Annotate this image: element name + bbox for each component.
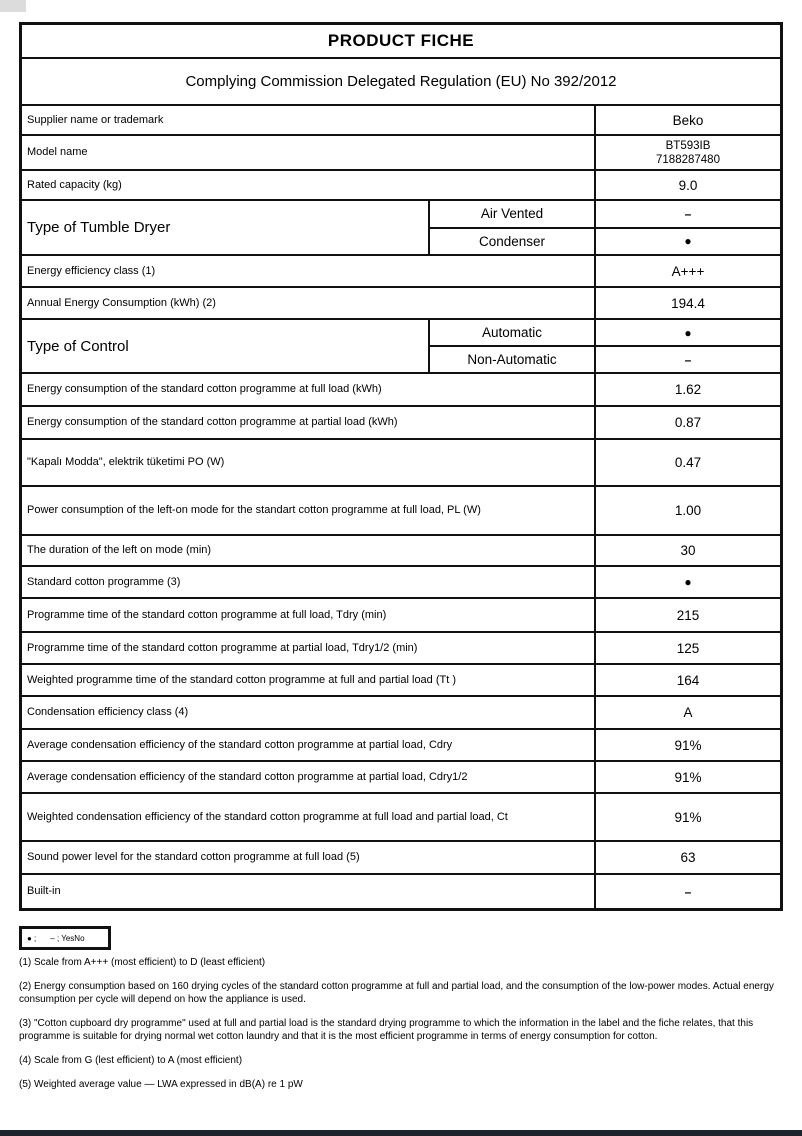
row-label: Average condensation efficiency of the standard cotton programme at partial load, Cdry1/2 [27,770,468,783]
row-off-mode-power [22,440,780,487]
model-code: BT593IB [665,139,711,152]
row-value: 0.87 [594,407,780,438]
footnote-5: (5) Weighted average value — LWA expressed in dB(A) re 1 pW [19,1079,303,1090]
row-label: Type of Control [27,337,129,355]
row-value: Beko [594,106,780,134]
dryer-type-options [428,201,780,254]
row-value: A [594,697,780,728]
row-value: 215 [594,599,780,631]
scan-artifact [0,0,26,12]
row-time-full [22,599,780,633]
option-condenser [428,229,780,255]
document-title: PRODUCT FICHE [327,31,475,50]
row-label: Sound power level for the standard cotton programme at full load (5) [27,851,360,863]
title-row [22,25,780,59]
option-air-vented [428,201,780,229]
row-value: 1.00 [594,487,780,534]
row-value: 91% [594,730,780,760]
row-label: Average condensation efficiency of the standard cotton programme at partial load, Cdry [27,738,453,751]
footnote-1: (1) Scale from A+++ (most efficient) to D (least efficient) [19,957,266,968]
row-label: Type of Tumble Dryer [27,219,171,236]
row-label: Weighted programme time of the standard cotton programme at full and partial load (Tt ) [27,673,457,686]
row-control-type [22,320,780,374]
row-label: Programme time of the standard cotton programme at partial load, Tdry1/2 (min) [27,641,418,654]
option-value: – [594,347,780,372]
legend-no-symbol: – ; YesNo [50,933,85,943]
row-label: Power consumption of the left-on mode for the standart cotton programme at full load, PL (W) [27,504,481,516]
row-cond-eff-weighted [22,794,780,842]
row-label: Supplier name or trademark [27,113,164,126]
row-sound-power [22,842,780,875]
row-value [594,136,780,169]
row-left-on-duration [22,536,780,567]
row-label: Model name [27,146,88,158]
option-value: – [594,201,780,227]
row-label: Rated capacity (kg) [27,178,122,191]
row-energy-partial [22,407,780,440]
row-label: Built-in [27,885,61,897]
control-type-options [428,320,780,372]
row-value: 0.47 [594,440,780,485]
row-supplier [22,106,780,136]
row-value: 9.0 [594,171,780,199]
symbol-legend [19,926,111,950]
option-non-automatic [428,347,780,372]
model-number: 7188287480 [656,153,720,166]
option-label: Non-Automatic [428,347,594,372]
option-automatic [428,320,780,347]
row-value: 125 [594,633,780,663]
row-value: 194.4 [594,288,780,318]
footnote-3: (3) "Cotton cupboard dry programme" used at full and partial load is the standard drying programme to which the information in the label and the fiche relates, that this programme is suitable for drying normal wet cotton laundry and that it is the most efficient programme in terms of energy consumption for cotton. [19,1018,754,1042]
option-value: ● [594,229,780,255]
row-time-partial [22,633,780,665]
row-value: 1.62 [594,374,780,405]
row-label: The duration of the left on mode (min) [27,544,212,556]
row-label: Annual Energy Consumption (kWh) (2) [27,296,216,309]
row-label: Weighted condensation efficiency of the standard cotton programme at full load and partial load, Ct [27,810,508,823]
row-standard-cotton [22,567,780,599]
footnote-4: (4) Scale from G (lest efficient) to A (most efficient) [19,1055,243,1066]
row-label: Condensation efficiency class (4) [27,706,189,718]
option-value: ● [594,320,780,345]
product-fiche-table [19,22,783,911]
legend-yes-symbol: ● ; [27,933,37,943]
row-value: ● [594,567,780,597]
row-rated-capacity [22,171,780,201]
row-label: Standard cotton programme (3) [27,575,181,588]
row-label: Energy consumption of the standard cotton programme at full load (kWh) [27,383,382,395]
row-value: 164 [594,665,780,695]
row-label: Programme time of the standard cotton programme at full load, Tdry (min) [27,608,387,621]
option-label: Automatic [428,320,594,345]
subtitle-row [22,59,780,106]
row-label: Energy efficiency class (1) [27,264,156,277]
row-time-weighted [22,665,780,697]
page-bottom-edge [0,1130,802,1136]
row-value: A+++ [594,256,780,286]
row-cond-eff-partial-half [22,762,780,794]
row-built-in [22,875,780,908]
footnote-2: (2) Energy consumption based on 160 drying cycles of the standard cotton programme at full and partial load, and the consumption of the low-power modes. Actual energy consumption per cycle will depend on how the appliance is used. [19,981,774,1005]
footnotes [19,956,799,1102]
row-label: "Kapalı Modda", elektrik tüketimi PO (W) [27,456,225,468]
row-value: 91% [594,794,780,840]
row-energy-full [22,374,780,407]
row-condensation-class [22,697,780,730]
row-left-on-power [22,487,780,536]
row-annual-energy [22,288,780,320]
row-label: Energy consumption of the standard cotton programme at partial load (kWh) [27,416,398,428]
row-value: 63 [594,842,780,873]
row-value: 91% [594,762,780,792]
row-model [22,136,780,171]
row-cond-eff-partial [22,730,780,762]
row-energy-class [22,256,780,288]
option-label: Condenser [428,229,594,255]
row-dryer-type [22,201,780,256]
row-value: 30 [594,536,780,565]
row-value: – [594,875,780,908]
option-label: Air Vented [428,201,594,227]
document-subtitle: Complying Commission Delegated Regulation (EU) No 392/2012 [185,73,617,90]
